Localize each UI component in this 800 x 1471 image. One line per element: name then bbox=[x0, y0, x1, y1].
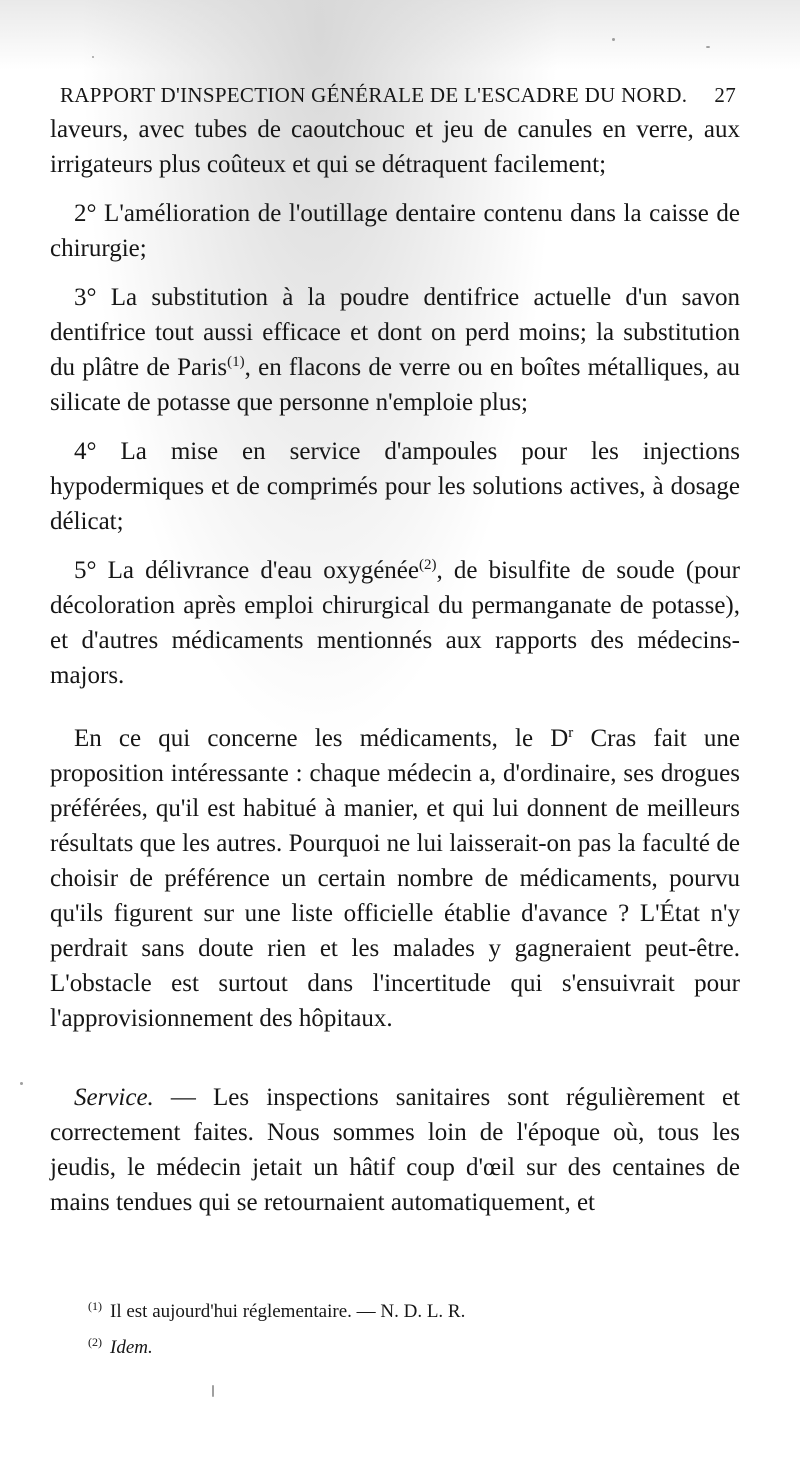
paragraph-medicaments bbox=[50, 721, 740, 1036]
paragraph-continuation bbox=[50, 112, 740, 182]
scan-speck bbox=[212, 1385, 214, 1397]
body-text bbox=[50, 112, 740, 1220]
paragraph-text: laveurs, avec tubes de caoutchouc et jeu de canules en verre, aux irrigateurs plus coûteux et qui se détraquent facilement; bbox=[50, 116, 740, 178]
scan-speck bbox=[612, 38, 615, 41]
list-item-4 bbox=[50, 434, 740, 539]
footnote-1 bbox=[88, 1291, 688, 1327]
footnotes bbox=[88, 1291, 688, 1363]
paragraph-text: 3° La substitution à la poudre dentifrice actuelle d'un savon dentifrice tout aussi efficace et dont on perd moins; la substitution du plâtre de Paris bbox=[50, 284, 740, 381]
paragraph-text: , de bisulfite de soude (pour décoloration après emploi chirurgical du permanganate de potasse), et d'autres médicaments mentionnés aux rapports des médecins-majors. bbox=[50, 557, 740, 689]
page-number: 27 bbox=[714, 83, 736, 107]
footnote-mark: (1) bbox=[88, 1299, 102, 1313]
paragraph-text: — Les inspections sanitaires sont régulièrement et correctement faites. Nous sommes loin de l'époque où, tous les jeudis, le médecin jetait un hâtif coup d'œil sur des centaines de mains tendues qui se retournaient automatiquement, et bbox=[50, 1084, 740, 1216]
scan-speck bbox=[92, 56, 94, 58]
scan-speck bbox=[706, 46, 710, 48]
paragraph-text: 5° La délivrance d'eau oxygénée bbox=[74, 557, 419, 584]
paragraph-text: Cras fait une proposition intéressante : chaque médecin a, d'ordinaire, ses drogues préférées, qu'il est habitué à manier, et qui lui donnent de meilleurs résultats que les autres. Pourquoi ne lui laisserait-on pas la faculté de choisir de préférence un certain nombre de médicaments, pourvu qu'ils figurent sur une liste officielle établie d'avance ? L'État n'y perdrait sans doute rien et les malades y gagneraient peut-être. L'obstacle est surtout dans l'incertitude qui s'ensuivrait pour l'approvisionnement des hôpitaux. bbox=[50, 725, 741, 1032]
scan-speck bbox=[20, 1082, 23, 1085]
paragraph-text: , en flacons de verre ou en boîtes métalliques, au silicate de potasse que personne n'emploie plus; bbox=[50, 354, 740, 416]
footnote-text: Idem. bbox=[110, 1337, 153, 1358]
superscript-r: r bbox=[568, 725, 574, 741]
footnote-ref-1: (1) bbox=[227, 354, 245, 370]
list-item-5 bbox=[50, 553, 740, 693]
paragraph-text: En ce qui concerne les médicaments, le D bbox=[74, 725, 569, 752]
list-item-2 bbox=[50, 196, 740, 266]
list-item-3 bbox=[50, 280, 740, 420]
paragraph-text: 2° L'amélioration de l'outillage dentaire contenu dans la caisse de chirurgie; bbox=[50, 200, 740, 262]
running-head bbox=[60, 78, 740, 112]
paragraph-text: 4° La mise en service d'ampoules pour les injections hypodermiques et de comprimés pour les solutions actives, à dosage délicat; bbox=[50, 438, 740, 535]
footnote-2 bbox=[88, 1327, 688, 1363]
footnote-mark: (2) bbox=[88, 1335, 102, 1349]
running-head-title: RAPPORT D'INSPECTION GÉNÉRALE DE L'ESCADRE DU NORD. bbox=[60, 83, 688, 107]
paragraph-service bbox=[50, 1080, 740, 1220]
section-lead-service: Service. bbox=[74, 1084, 154, 1111]
footnote-ref-2: (2) bbox=[418, 557, 437, 573]
footnote-text: Il est aujourd'hui réglementaire. — N. D. L. R. bbox=[110, 1301, 466, 1322]
